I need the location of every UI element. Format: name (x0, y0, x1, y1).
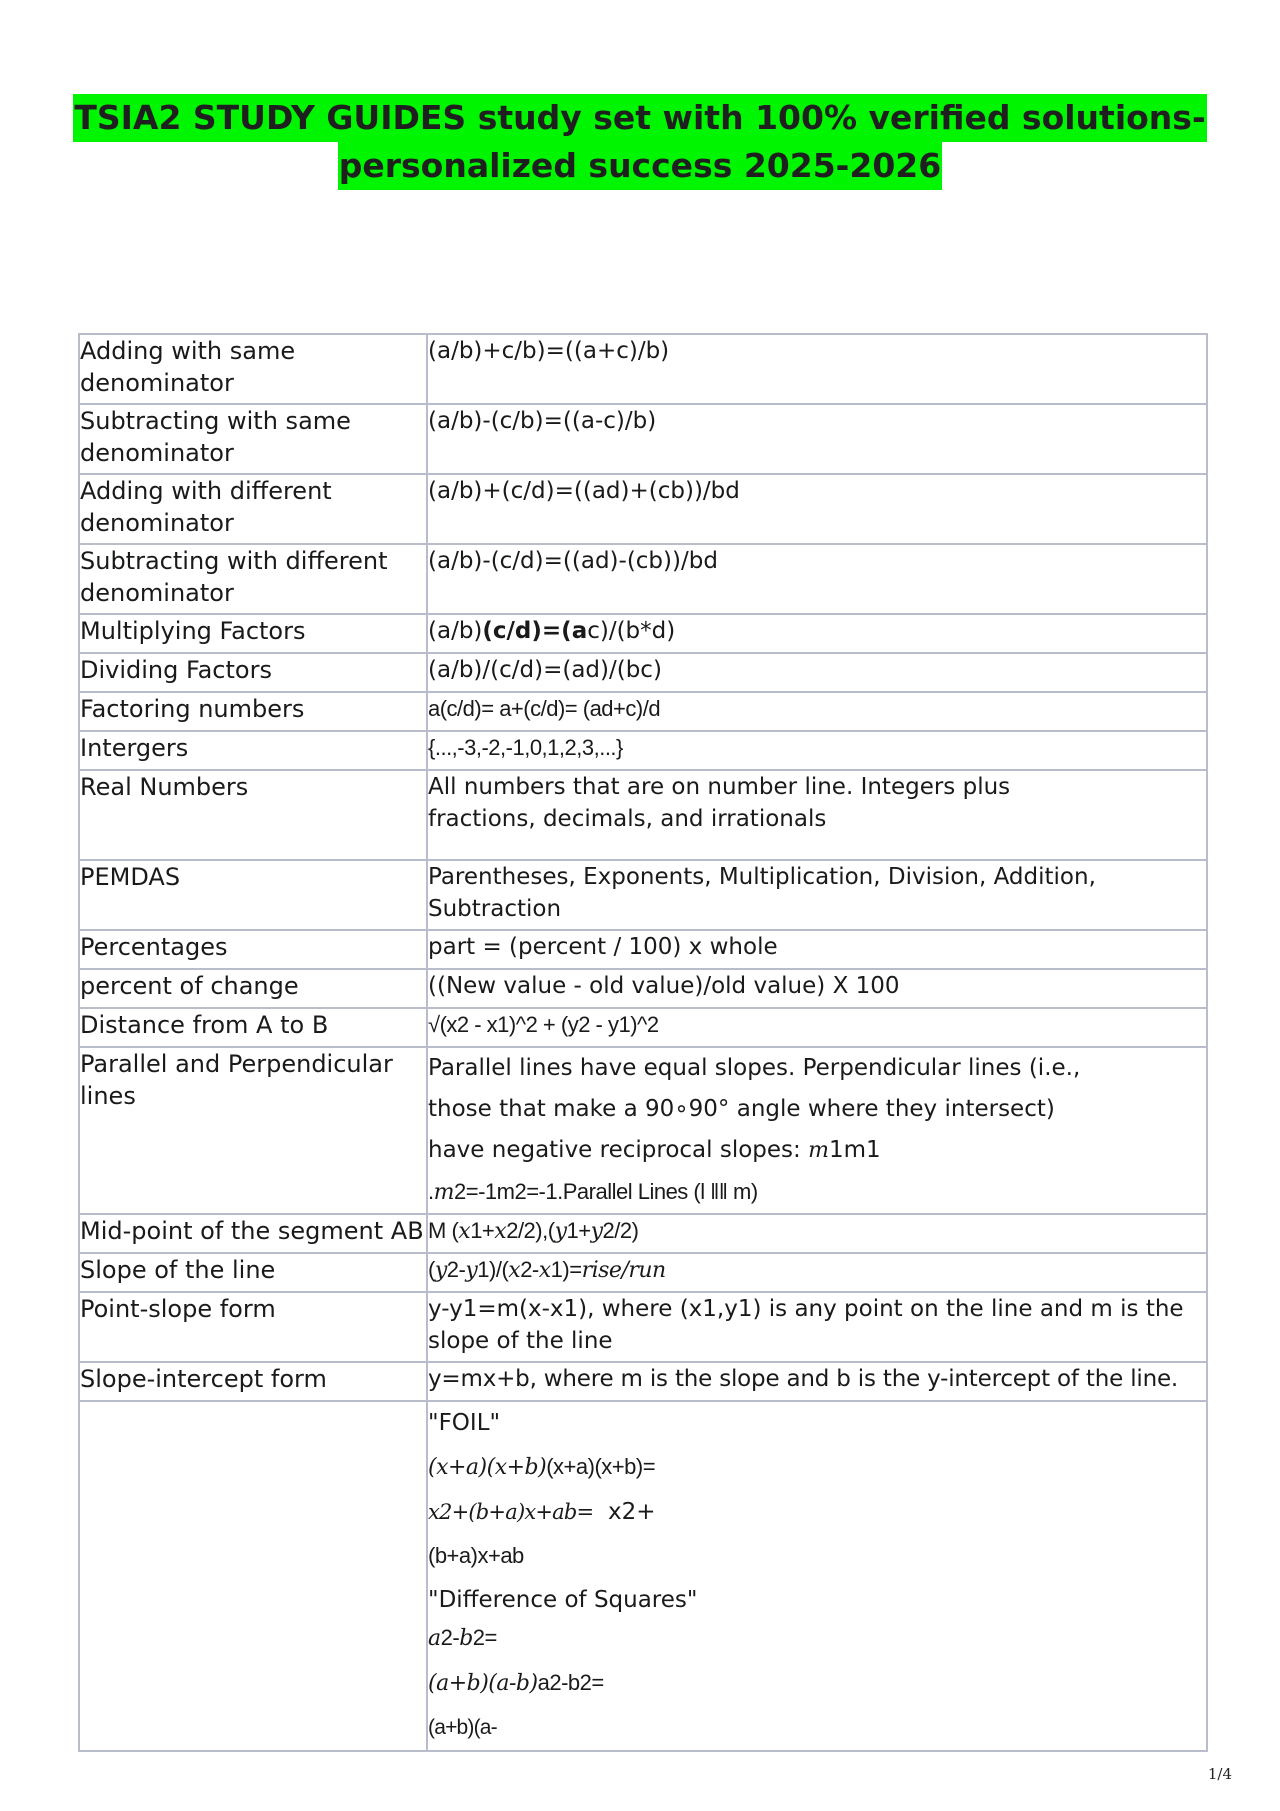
table-row (79, 770, 1207, 860)
term-cell: Point-slope form (79, 1292, 427, 1362)
math-variable: b (459, 1626, 473, 1651)
term-cell: PEMDAS (79, 860, 427, 930)
table-row (79, 860, 1207, 930)
definition-part: 1)/( (477, 1257, 509, 1282)
definition-line (428, 1664, 1206, 1703)
math-variable: x (458, 1219, 471, 1244)
term-cell: Multiplying Factors (79, 614, 427, 653)
term-cell: Adding with different denominator (79, 474, 427, 544)
title-line-1: TSIA2 STUDY GUIDES study set with 100% verified solutions- (73, 94, 1206, 142)
table-row (79, 614, 1207, 653)
definition-cell (427, 1214, 1207, 1253)
definition-cell (427, 1008, 1207, 1047)
table-row (79, 1292, 1207, 1362)
definition-text: a(c/d)= a+(c/d)= (ad+c)/d (428, 696, 661, 721)
math-variable: x (538, 1258, 551, 1283)
term-cell: Dividing Factors (79, 653, 427, 692)
definition-cell: (a/b)+c/b)=((a+c)/b) (427, 334, 1207, 404)
term-cell: Adding with same denominator (79, 334, 427, 404)
definition-part: M ( (428, 1218, 459, 1243)
definition-text: {...,-3,-2,-1,0,1,2,3,...} (428, 735, 623, 760)
definition-cell: (a/b)-(c/d)=((ad)-(cb))/bd (427, 544, 1207, 614)
math-expression: (x+a)(x+b) (428, 1455, 547, 1480)
definition-cell: (a/b)+(c/d)=((ad)+(cb))/bd (427, 474, 1207, 544)
definition-line (428, 1493, 1206, 1531)
definition-part: a2-b2= (537, 1670, 604, 1695)
definition-part: 2=-1m2=-1.Parallel Lines (l ‖‖ m) (454, 1179, 758, 1204)
definition-part: (a/b) (428, 618, 483, 644)
definition-part: 2= (472, 1625, 497, 1650)
definition-cell: (a/b)/(c/d)=(ad)/(bc) (427, 653, 1207, 692)
definition-part: have negative reciprocal slopes: (428, 1137, 809, 1163)
definition-line: (a+b)(a- (428, 1716, 497, 1739)
definition-cell (427, 731, 1207, 770)
foil-heading: "FOIL" (428, 1410, 501, 1436)
definition-cell: ((New value - old value)/old value) X 100 (427, 969, 1207, 1008)
definition-part: ( (428, 1257, 435, 1282)
definition-cell: part = (percent / 100) x whole (427, 930, 1207, 969)
definition-cell (427, 1253, 1207, 1292)
math-variable: y (590, 1219, 603, 1244)
definition-line: fractions, decimals, and irrationals (428, 806, 827, 832)
definition-part: . (428, 1179, 434, 1204)
definition-part: c)/(b*d) (587, 618, 676, 644)
definition-text (428, 1257, 666, 1282)
study-guide-table (78, 333, 1208, 1752)
math-variable: y (434, 1258, 447, 1283)
definition-cell (427, 1047, 1207, 1214)
term-cell: Subtracting with different denominator (79, 544, 427, 614)
math-variable: x (508, 1258, 521, 1283)
title-line-2: personalized success 2025-2026 (338, 142, 942, 190)
table-row (79, 1401, 1207, 1751)
definition-part: 2- (440, 1625, 460, 1650)
document-title (0, 94, 1280, 190)
term-cell: Distance from A to B (79, 1008, 427, 1047)
definition-part: 1+ (566, 1218, 591, 1243)
definition-cell (427, 1401, 1207, 1751)
definition-part: (x+a)(x+b)= (546, 1454, 656, 1479)
math-variable: m (433, 1180, 454, 1205)
definition-cell (427, 692, 1207, 731)
term-cell: Factoring numbers (79, 692, 427, 731)
definition-line: All numbers that are on number line. Integers plus (428, 774, 1011, 800)
table-row (79, 653, 1207, 692)
definition-part: x2+ (607, 1499, 656, 1525)
definition-cell (427, 770, 1207, 860)
table-row (79, 474, 1207, 544)
definition-text (428, 1218, 638, 1243)
definition-cell: Parentheses, Exponents, Multiplication, Division, Addition, Subtraction (427, 860, 1207, 930)
definition-part: 1)= (550, 1257, 582, 1282)
difference-of-squares-heading: "Difference of Squares" (428, 1587, 698, 1613)
term-cell: Intergers (79, 731, 427, 770)
table-row (79, 1253, 1207, 1292)
definition-line: (b+a)x+ab (428, 1543, 524, 1568)
math-expression: x2+(b+a)x+ab= (428, 1500, 594, 1524)
definition-line (428, 1171, 1206, 1213)
definition-cell: (a/b)-(c/b)=((a-c)/b) (427, 404, 1207, 474)
math-expression: (a+b)(a-b) (428, 1671, 538, 1696)
term-cell: percent of change (79, 969, 427, 1008)
definition-cell: y-y1=m(x-x1), where (x1,y1) is any point on the line and m is the slope of the line (427, 1292, 1207, 1362)
math-variable: rise/run (581, 1258, 666, 1283)
table-row (79, 1008, 1207, 1047)
table-row (79, 930, 1207, 969)
table-row (79, 1362, 1207, 1401)
term-cell (79, 1401, 427, 1751)
table-row (79, 969, 1207, 1008)
table-row (79, 731, 1207, 770)
definition-bold-part: (c/d)=(a (482, 618, 588, 644)
table-row (79, 1047, 1207, 1214)
definition-line (428, 1130, 1206, 1171)
definition-line: Parallel lines have equal slopes. Perpendicular lines (i.e., (428, 1055, 1081, 1081)
math-variable: y (554, 1219, 567, 1244)
definition-line: those that make a 90∘90° angle where they intersect) (428, 1096, 1055, 1122)
table-row (79, 404, 1207, 474)
definition-line (428, 1619, 1206, 1658)
term-cell: Subtracting with same denominator (79, 404, 427, 474)
term-cell: Slope-intercept form (79, 1362, 427, 1401)
definition-text: √(x2 - x1)^2 + (y2 - y1)^2 (428, 1012, 659, 1037)
math-variable: y (465, 1258, 478, 1283)
definition-part: 2- (446, 1257, 466, 1282)
definition-part: 2/2),( (506, 1218, 555, 1243)
term-cell: Percentages (79, 930, 427, 969)
table-row (79, 544, 1207, 614)
table-row (79, 1214, 1207, 1253)
definition-cell: y=mx+b, where m is the slope and b is the y-intercept of the line. (427, 1362, 1207, 1401)
math-variable: a (428, 1626, 441, 1651)
table-row (79, 692, 1207, 731)
definition-cell (427, 614, 1207, 653)
term-cell: Slope of the line (79, 1253, 427, 1292)
definition-part: 2- (520, 1257, 539, 1282)
definition-part: 2/2) (602, 1218, 639, 1243)
table-row (79, 334, 1207, 404)
term-cell: Real Numbers (79, 770, 427, 860)
definition-line (428, 1448, 1206, 1487)
term-cell: Mid-point of the segment AB (79, 1214, 427, 1253)
page-number: 1/4 (1207, 1765, 1232, 1783)
definition-part: 1+ (470, 1218, 495, 1243)
math-variable: m (808, 1138, 829, 1163)
term-cell: Parallel and Perpendicular lines (79, 1047, 427, 1214)
definition-part: 1m1 (828, 1137, 881, 1163)
math-variable: x (494, 1219, 507, 1244)
